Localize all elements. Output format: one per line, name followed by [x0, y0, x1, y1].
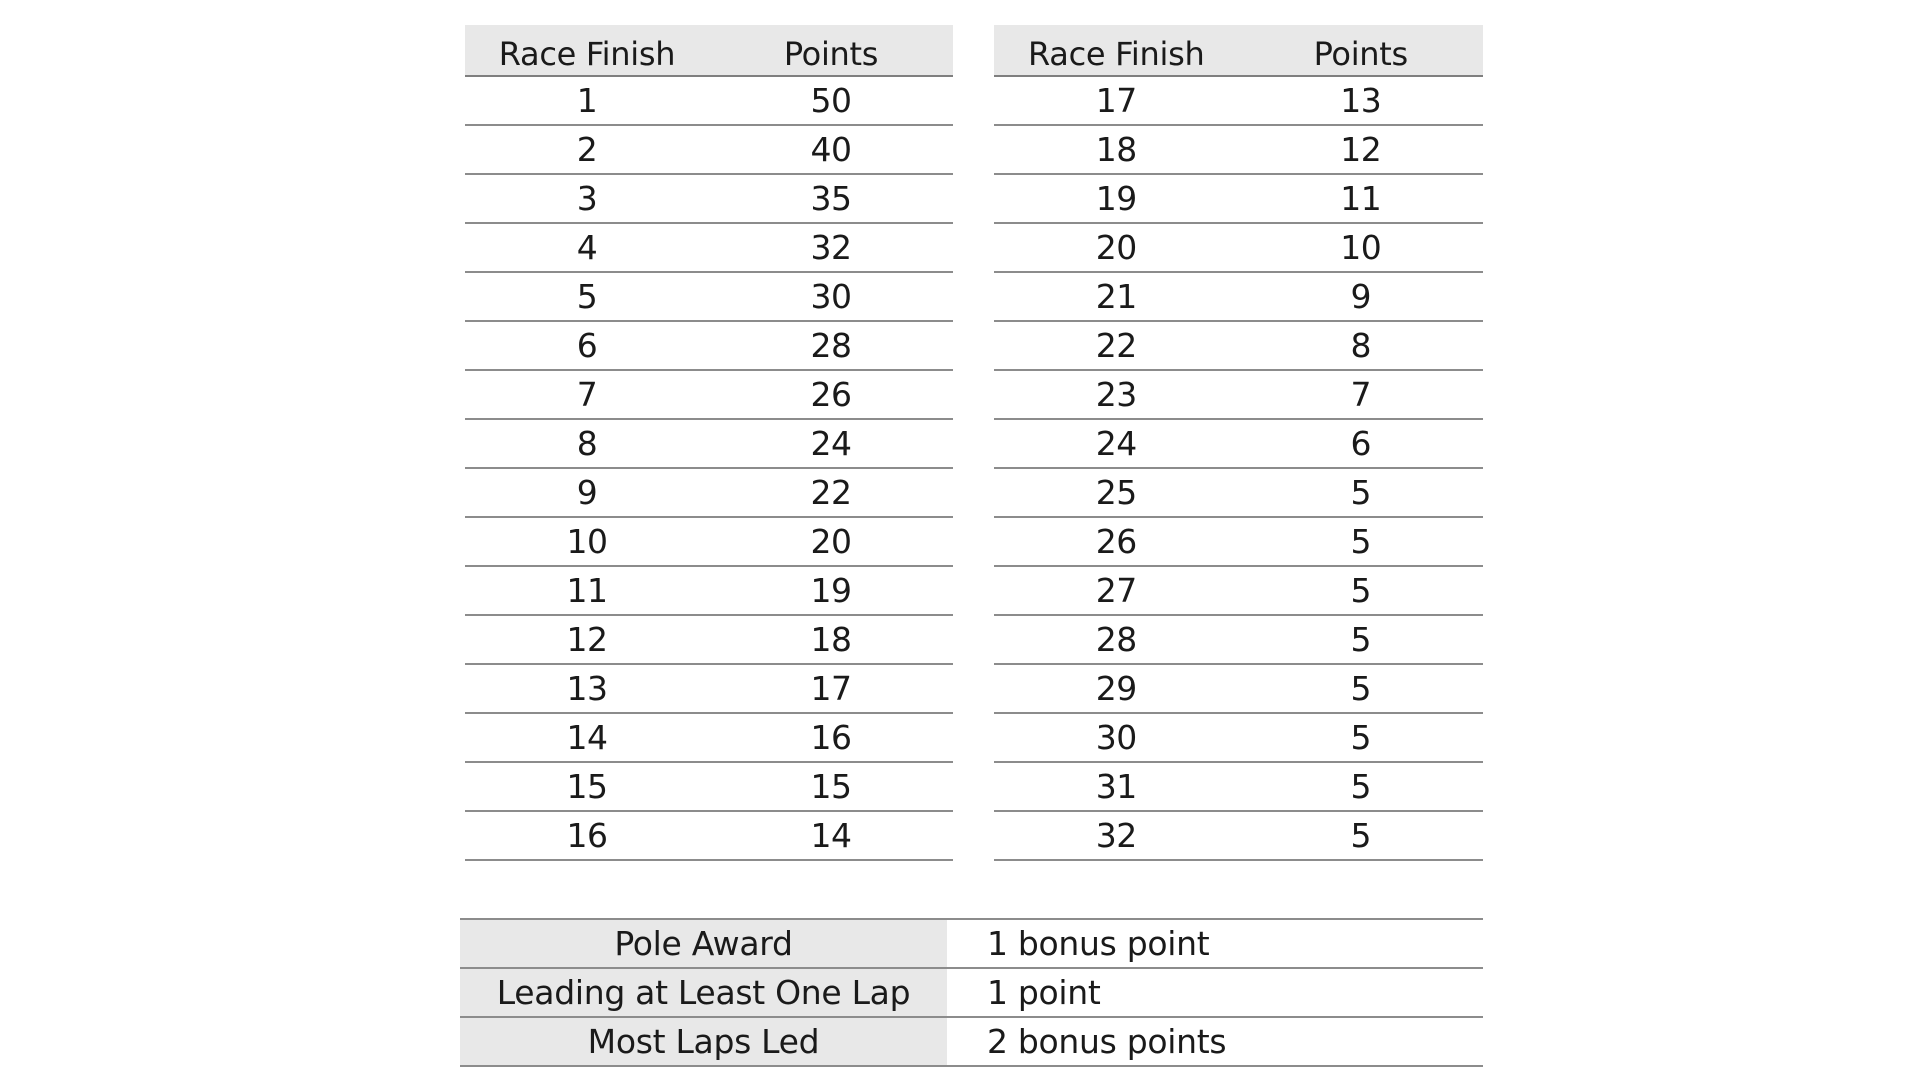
table-row — [994, 370, 1483, 419]
points-cell: 5 — [1239, 566, 1484, 615]
points-cell: 13 — [1239, 76, 1484, 125]
race-finish-cell: 29 — [994, 664, 1239, 713]
points-cell: 18 — [709, 615, 953, 664]
points-cell: 22 — [709, 468, 953, 517]
points-cell: 8 — [1239, 321, 1484, 370]
table-row — [994, 125, 1483, 174]
points-cell: 28 — [709, 321, 953, 370]
bonus-label: Leading at Least One Lap — [460, 968, 947, 1017]
points-cell: 19 — [709, 566, 953, 615]
bonus-value: 1 bonus point — [947, 919, 1483, 968]
race-finish-cell: 31 — [994, 762, 1239, 811]
bonus-label: Pole Award — [460, 919, 947, 968]
table-row — [994, 517, 1483, 566]
race-finish-cell: 4 — [465, 223, 709, 272]
points-cell: 50 — [709, 76, 953, 125]
table-row — [465, 76, 953, 125]
points-cell: 40 — [709, 125, 953, 174]
table-row — [994, 664, 1483, 713]
points-cell: 6 — [1239, 419, 1484, 468]
points-cell: 35 — [709, 174, 953, 223]
table-row — [465, 174, 953, 223]
table-row — [994, 762, 1483, 811]
points-cell: 16 — [709, 713, 953, 762]
table-row — [465, 468, 953, 517]
table-row — [465, 370, 953, 419]
race-finish-cell: 14 — [465, 713, 709, 762]
points-cell: 24 — [709, 419, 953, 468]
points-cell: 9 — [1239, 272, 1484, 321]
race-finish-cell: 12 — [465, 615, 709, 664]
race-finish-cell: 9 — [465, 468, 709, 517]
table-row — [994, 76, 1483, 125]
race-finish-cell: 24 — [994, 419, 1239, 468]
race-finish-header: Race Finish — [994, 25, 1239, 76]
race-finish-cell: 23 — [994, 370, 1239, 419]
race-finish-cell: 7 — [465, 370, 709, 419]
race-finish-cell: 15 — [465, 762, 709, 811]
race-finish-cell: 13 — [465, 664, 709, 713]
points-cell: 20 — [709, 517, 953, 566]
race-finish-cell: 5 — [465, 272, 709, 321]
points-cell: 30 — [709, 272, 953, 321]
race-finish-cell: 1 — [465, 76, 709, 125]
race-finish-header: Race Finish — [465, 25, 709, 76]
race-finish-cell: 10 — [465, 517, 709, 566]
table-row — [465, 811, 953, 860]
bonus-row — [460, 1017, 1483, 1066]
points-cell: 14 — [709, 811, 953, 860]
table-row — [994, 615, 1483, 664]
race-finish-cell: 20 — [994, 223, 1239, 272]
points-header: Points — [1239, 25, 1484, 76]
points-cell: 10 — [1239, 223, 1484, 272]
table-row — [465, 664, 953, 713]
table-row — [994, 223, 1483, 272]
race-finish-cell: 16 — [465, 811, 709, 860]
race-finish-cell: 2 — [465, 125, 709, 174]
race-finish-cell: 3 — [465, 174, 709, 223]
bonus-value: 1 point — [947, 968, 1483, 1017]
table-row — [465, 125, 953, 174]
race-finish-cell: 19 — [994, 174, 1239, 223]
table-row — [465, 566, 953, 615]
table-row — [994, 272, 1483, 321]
points-cell: 12 — [1239, 125, 1484, 174]
points-cell: 5 — [1239, 811, 1484, 860]
points-cell: 15 — [709, 762, 953, 811]
table-row — [465, 615, 953, 664]
points-cell: 5 — [1239, 713, 1484, 762]
table-row — [465, 223, 953, 272]
table-row — [994, 419, 1483, 468]
race-finish-cell: 8 — [465, 419, 709, 468]
points-cell: 26 — [709, 370, 953, 419]
table-row — [465, 762, 953, 811]
race-finish-cell: 22 — [994, 321, 1239, 370]
bonus-row — [460, 919, 1483, 968]
points-cell: 7 — [1239, 370, 1484, 419]
points-table-left — [465, 25, 953, 861]
bonus-label: Most Laps Led — [460, 1017, 947, 1066]
race-finish-cell: 25 — [994, 468, 1239, 517]
points-cell: 5 — [1239, 517, 1484, 566]
points-cell: 5 — [1239, 664, 1484, 713]
points-cell: 17 — [709, 664, 953, 713]
table-row — [465, 272, 953, 321]
table-row — [465, 321, 953, 370]
race-finish-cell: 32 — [994, 811, 1239, 860]
points-header: Points — [709, 25, 953, 76]
race-finish-cell: 18 — [994, 125, 1239, 174]
table-header-row — [994, 25, 1483, 76]
race-finish-cell: 21 — [994, 272, 1239, 321]
table-row — [465, 713, 953, 762]
points-cell: 5 — [1239, 468, 1484, 517]
points-cell: 5 — [1239, 615, 1484, 664]
race-finish-cell: 11 — [465, 566, 709, 615]
race-finish-cell: 26 — [994, 517, 1239, 566]
table-row — [465, 419, 953, 468]
table-row — [465, 517, 953, 566]
bonus-row — [460, 968, 1483, 1017]
table-row — [994, 174, 1483, 223]
points-cell: 5 — [1239, 762, 1484, 811]
race-finish-cell: 17 — [994, 76, 1239, 125]
table-row — [994, 713, 1483, 762]
points-cell: 11 — [1239, 174, 1484, 223]
race-finish-cell: 28 — [994, 615, 1239, 664]
race-finish-cell: 6 — [465, 321, 709, 370]
table-row — [994, 566, 1483, 615]
table-row — [994, 468, 1483, 517]
table-header-row — [465, 25, 953, 76]
bonus-points-table — [460, 918, 1483, 1067]
table-row — [994, 321, 1483, 370]
points-cell: 32 — [709, 223, 953, 272]
race-finish-cell: 30 — [994, 713, 1239, 762]
bonus-value: 2 bonus points — [947, 1017, 1483, 1066]
race-finish-cell: 27 — [994, 566, 1239, 615]
table-row — [994, 811, 1483, 860]
points-table-right — [994, 25, 1483, 861]
